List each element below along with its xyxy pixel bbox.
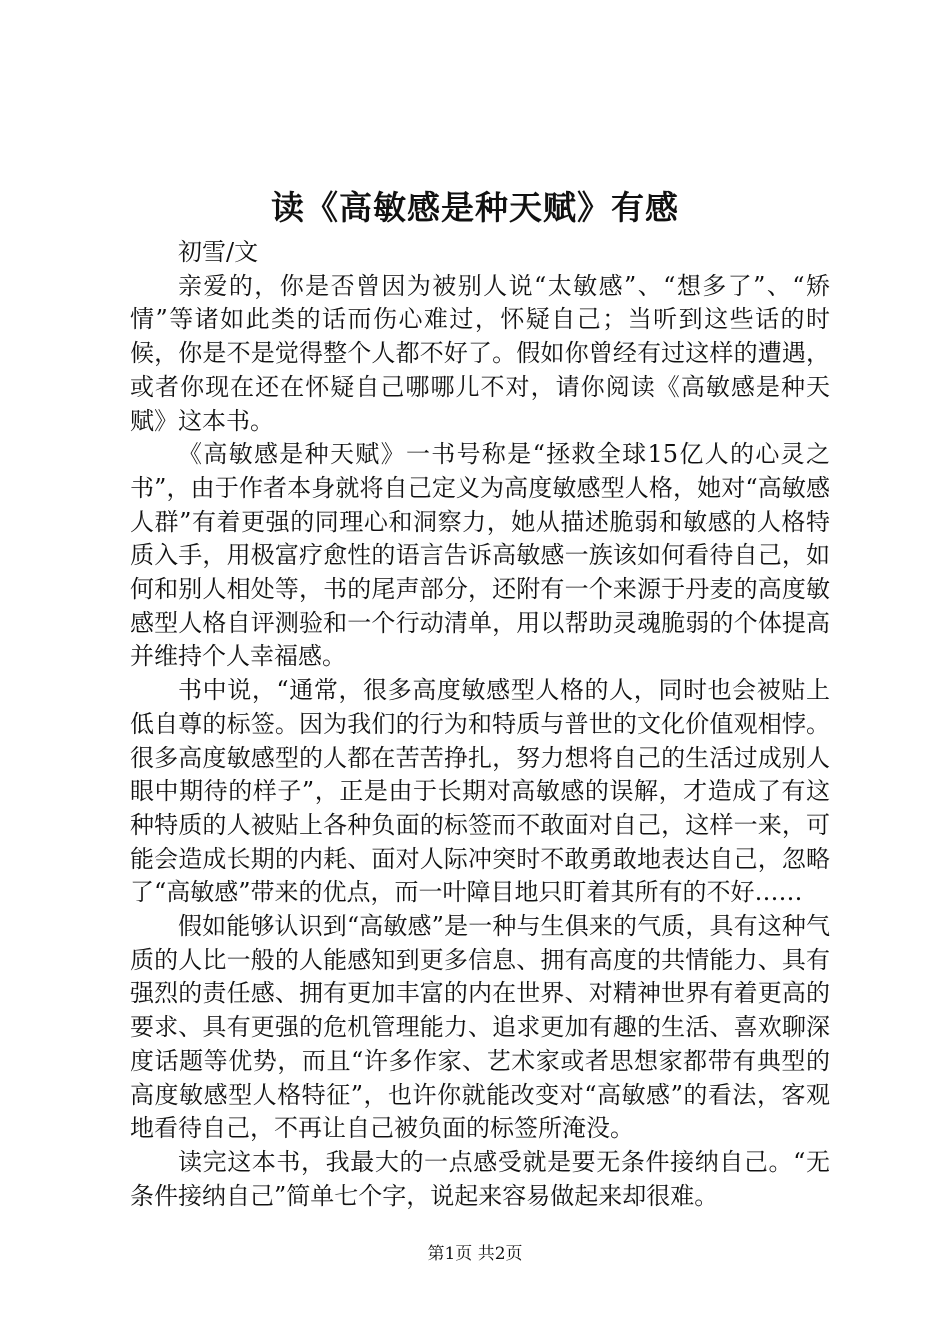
paragraph-3: 书中说，“通常，很多高度敏感型人格的人，同时也会被贴上低自尊的标签。因为我们的行为和特质与普世的文化价值观相悖。很多高度敏感型的人都在苦苦挣扎，努力想将自己的生活过成别人眼中期待的样子”，正是由于长期对高敏感的误解，才造成了有这种特质的人被贴上各种负面的标签而不敢面对自己，这样一来，可能会造成长期的内耗、面对人际冲突时不敢勇敢地表达自己，忽略了“高敏感”带来的优点，而一叶障目地只盯着其所有的不好……	[130, 676, 830, 907]
paragraph-4: 假如能够认识到“高敏感”是一种与生俱来的气质，具有这种气质的人比一般的人能感知到更多信息、拥有高度的共情能力、具有强烈的责任感、拥有更加丰富的内在世界、对精神世界有着更高的要求、具有更强的危机管理能力、追求更加有趣的生活、喜欢聊深度话题等优势，而且“许多作家、艺术家或者思想家都带有典型的高度敏感型人格特征”，也许你就能改变对“高敏感”的看法，客观地看待自己，不再让自己被负面的标签所淹没。	[130, 912, 830, 1143]
paragraph-1: 亲爱的，你是否曾因为被别人说“太敏感”、“想多了”、“矫情”等诸如此类的话而伤心难过，怀疑自己；当听到这些话的时候，你是不是觉得整个人都不好了。假如你曾经有过这样的遭遇，或者你现在还在怀疑自己哪哪儿不对，请你阅读《高敏感是种天赋》这本书。	[130, 271, 830, 435]
paragraph-2: 《高敏感是种天赋》一书号称是“拯救全球15亿人的心灵之书”，由于作者本身就将自己定义为高度敏感型人格，她对“高敏感人群”有着更强的同理心和洞察力，她从描述脆弱和敏感的人格特质入手，用极富疗愈性的语言告诉高敏感一族该如何看待自己，如何和别人相处等，书的尾声部分，还附有一个来源于丹麦的高度敏感型人格自评测验和一个行动清单，用以帮助灵魂脆弱的个体提高并维持个人幸福感。	[130, 440, 830, 671]
page-number-footer: 第1页 共2页	[427, 1244, 523, 1264]
document-title: 读《高敏感是种天赋》有感	[271, 188, 679, 227]
paragraph-5: 读完这本书，我最大的一点感受就是要无条件接纳自己。“无条件接纳自己”简单七个字，说起来容易做起来却很难。	[130, 1147, 830, 1210]
document-body	[130, 236, 830, 1213]
author-line: 初雪/文	[178, 238, 259, 266]
